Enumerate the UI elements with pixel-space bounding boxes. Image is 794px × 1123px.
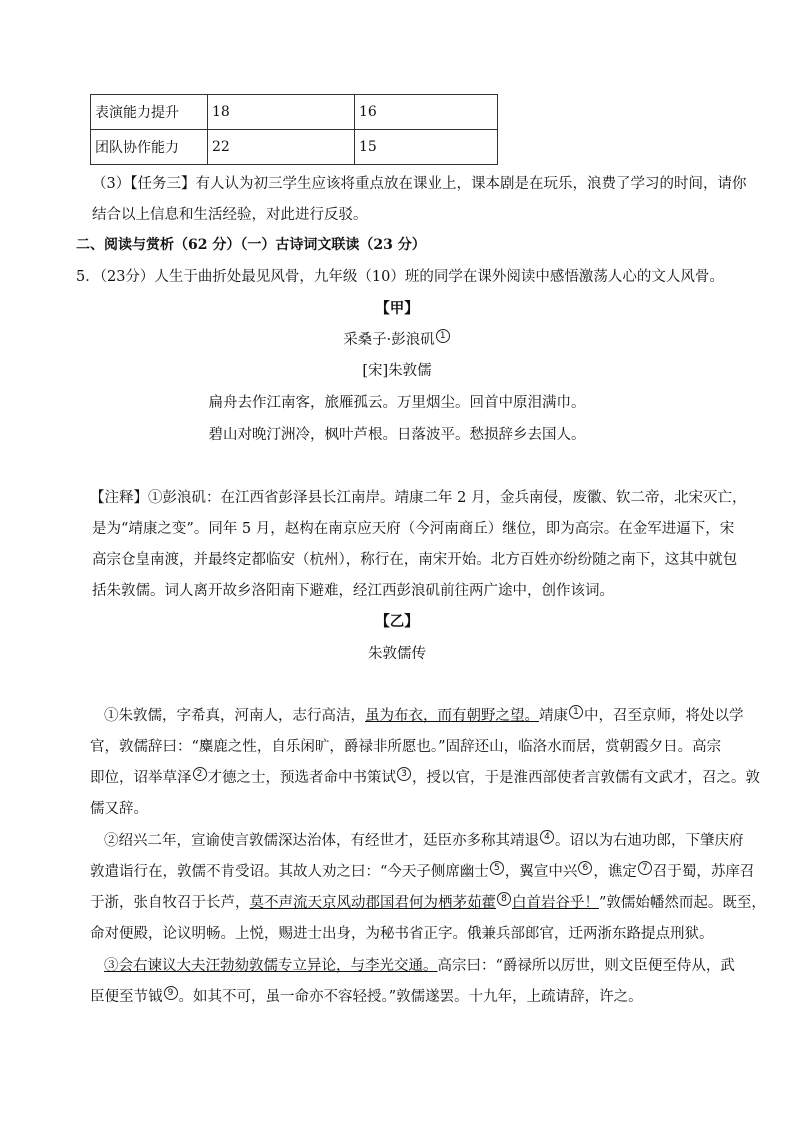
footnote-marker: 9 [164,986,178,1000]
score-table [90,94,498,165]
underlined-sentence: ③会右谏议大夫汪勃劾敦儒专立异论，与李光交通。 [104,958,438,974]
table-cell: 表演能力提升 [91,95,208,130]
note-line-3: 高宗仓皇南渡，并最终定都临安（杭州），称行在，南宋开始。北方百姓亦纷纷随之南下，这其中就包 [92,552,738,568]
text-span: 靖康 [539,708,568,724]
p1-line-3 [90,766,760,787]
footnote-marker: 3 [397,767,411,781]
underlined-sentence: 虽为布衣，而有朝野之望。 [365,708,539,724]
note-line-1: 【注释】①彭浪矶：在江西省彭泽县长江南岸。靖康二年 2 月，金兵南侵，废徽、钦二帝，北宋灭亡， [90,490,747,506]
text-span: ，翼宣中兴 [504,864,578,880]
note-line-4: 括朱敦儒。词人离开故乡洛阳南下避难，经江西彭浪矶前往两广途中，创作该词。 [92,583,614,599]
text-span: 召于蜀，苏庠召 [652,864,755,880]
table-row [91,95,498,130]
poem-line-1: 扁舟去作江南客，旅雁孤云。万里烟尘。回首中原泪满巾。 [208,395,586,411]
table-row [91,130,498,165]
text-span: ①朱敦儒，字希真，河南人，志行高洁， [104,708,365,724]
poem-title-text: 采桑子·彭浪矶 [343,332,435,348]
footnote-marker: 5 [490,861,504,875]
footnote-marker: 4 [540,830,554,844]
section-heading: 二、阅读与赏析（62 分）（一）古诗词文联读（23 分） [76,237,426,253]
text-span: 才德之士，预选者命中书策试 [207,770,396,786]
text-span: 即位，诏举草泽 [90,770,192,786]
text-span: 臣便至节钺 [90,989,163,1005]
yi-title: 朱敦儒传 [368,646,426,662]
p2-line-3 [90,891,766,912]
footnote-marker: 6 [578,861,592,875]
footnote-marker: 8 [497,892,511,906]
yi-label: 【乙】 [375,613,419,630]
table-cell: 22 [208,130,355,165]
task3-line2: 结合以上信息和生活经验，对此进行反驳。 [92,207,368,223]
note-line-2: 是为“靖康之变”。同年 5 月，赵构在南京应天府（今河南商丘）继位，即为高宗。在金军进逼下，宋 [92,521,735,537]
footnote-marker: 2 [193,767,207,781]
poem-author: [宋]朱敦儒 [362,363,432,379]
text-span: 。诏以为右迪功郎，下肇庆府 [555,833,744,849]
text-span: ，谯定 [593,864,637,880]
text-span: 。如其不可，虽一命亦不容轻授。”敦儒遂罢。十九年，上疏请辞，许之。 [178,989,643,1005]
table-cell: 18 [208,95,355,130]
p1-line-2: 官，敦儒辞曰：“麋鹿之性，自乐闲旷，爵禄非所愿也。”固辞还山，临洛水而居，赏朝霞夕日。高宗 [90,739,722,755]
text-span: 于浙，张自牧召于长芦， [90,895,250,911]
p1-line-1 [104,704,744,725]
underlined-sentence: 莫不声流天京风动郡国君何为栖茅茹藿 [249,895,496,911]
poem-line-2: 碧山对晚汀洲冷，枫叶芦根。日落波平。愁损辞乡去国人。 [208,427,586,443]
text-span: 敦遣诣行在，敦儒不肯受诏。其故人劝之曰：“今天子侧席幽士 [90,864,489,880]
text-span: ，授以官，于是淮西部使者言敦儒有文武才，召之。敦 [412,770,760,786]
text-span: 中，召至京师，将处以学 [584,708,744,724]
text-span: 高宗曰：“爵禄所以厉世，则文臣便至侍从，武 [437,958,735,974]
text-span: ”敦儒始幡然而起。既至， [599,895,766,911]
question-5: 5．（23分）人生于曲折处最见风骨，九年级（10）班的同学在课外阅读中感悟激荡人心的文人风骨。 [76,269,724,285]
p2-line-2 [90,860,754,881]
underlined-sentence: 白首岩谷乎！ [512,895,599,911]
p3-line-2 [90,985,643,1006]
table-cell: 15 [355,130,498,165]
table-cell: 团队协作能力 [91,130,208,165]
poem-title [0,328,794,349]
footnote-marker: 1 [436,329,450,343]
footnote-marker: 7 [638,861,652,875]
jia-label: 【甲】 [375,300,419,317]
p2-line-4: 命对便殿，论议明畅。上悦，赐进士出身，为秘书省正字。俄兼兵部郎官，迁两浙东路提点刑狱。 [90,926,714,942]
text-span: ②绍兴二年，宣谕使言敦儒深达治体，有经世才，廷臣亦多称其靖退 [104,833,539,849]
p1-line-4: 儒又辞。 [90,801,148,817]
table-cell: 16 [355,95,498,130]
footnote-marker: 1 [569,705,583,719]
p2-line-1 [104,829,744,850]
task3-line1: （3）【任务三】有人认为初三学生应该将重点放在课业上，课本剧是在玩乐，浪费了学习的时间，请你 [92,176,747,192]
p3-line-1 [104,954,735,975]
